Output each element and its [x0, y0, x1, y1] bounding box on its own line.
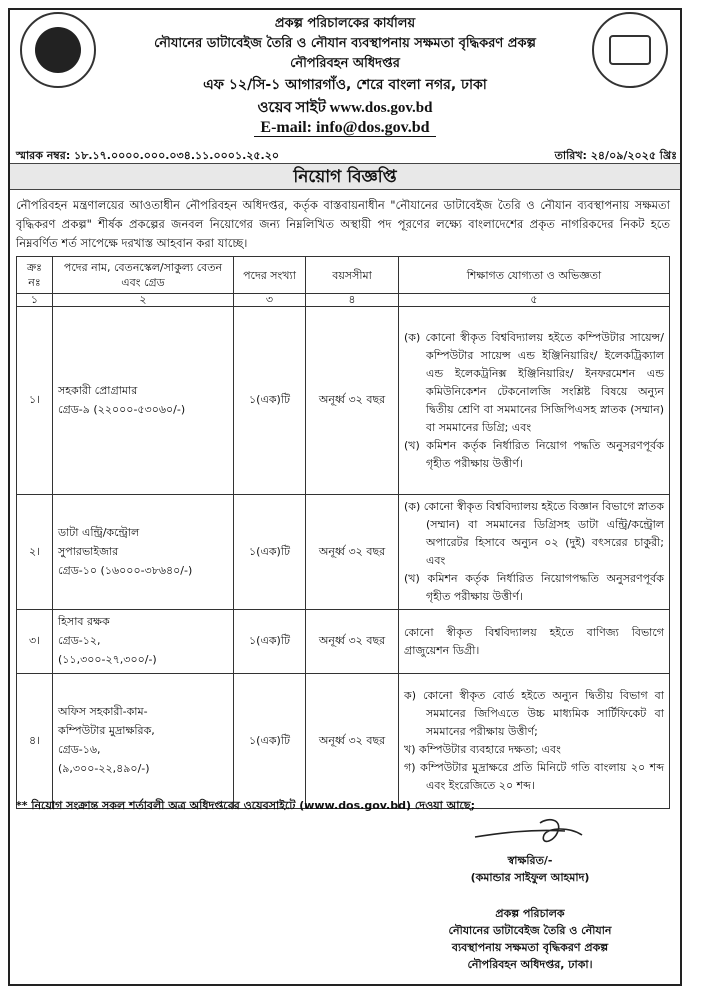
col-number: ২ [53, 294, 234, 307]
header-count: পদের সংখ্যা [234, 257, 306, 294]
col-number: ৫ [399, 294, 670, 307]
qualification-item: ক) কোনো স্বীকৃত বোর্ড হইতে অন্যুন দ্বিতীয় বিভাগ বা সমমানের জিপিএতে উচ্চ মাধ্যমিক সার্টিফিকেট বা সমমানের পরীক্ষায় উত্তীর্ণ; [404, 689, 664, 738]
post-cell [53, 495, 234, 610]
post-cell [53, 610, 234, 674]
row-serial: ১। [17, 307, 53, 495]
post-name: ডাটা এন্ট্রি/কন্ট্রোল [58, 525, 140, 539]
signer-project-line1: নৌযানের ডাটাবেইজ তৈরি ও নৌযান [448, 924, 612, 937]
post-salary: (৯,৩০০-২২,৪৯০/-) [58, 762, 150, 775]
government-seal-logo [20, 12, 96, 88]
post-count: ১(এক)টি [234, 495, 306, 610]
qualification-item: গ) কম্পিউটার মুদ্রাক্ষরে প্রতি মিনিটে গতি বাংলায় ২০ শব্দ এবং ইংরেজিতে ২০ শব্দ। [404, 761, 664, 792]
qualification-item: খ) কম্পিউটার ব্যবহারে দক্ষতা; এবং [404, 743, 561, 756]
signature-image [470, 815, 590, 850]
post-name: অফিস সহকারী-কাম- [58, 705, 148, 718]
department-name: নৌপরিবহন অধিদপ্তর [290, 56, 400, 71]
memo-date: তারিখ: ২৪/০৯/২০২৫ খ্রিঃ [554, 149, 677, 162]
qualification-item: (খ) কমিশন কর্তৃক নির্ধারিত নিয়োগপদ্ধতি অনুসরণপূর্বক গৃহীত পরীক্ষায় উত্তীর্ণ। [404, 572, 664, 603]
project-name: নৌযানের ডাটাবেইজ তৈরি ও নৌযান ব্যবস্থাপনায় সক্ষমতা বৃদ্ধিকরণ প্রকল্প [154, 36, 536, 51]
row-serial: ৩। [17, 610, 53, 674]
post-salary: (১১,৩০০-২৭,৩০০/-) [58, 653, 157, 666]
table-row [17, 307, 670, 495]
table-row [17, 495, 670, 610]
age-limit: অনূর্ধ্ব ৩২ বছর [306, 674, 399, 809]
signer-name: (কমান্ডার সাইফুল আহমাদ) [470, 871, 590, 884]
qualification-cell: কোনো স্বীকৃত বিশ্ববিদ্যালয় হইতে বাণিজ্য বিভাগে গ্রাজুয়েশন ডিগ্রী। [399, 610, 670, 674]
row-serial: ৪। [17, 674, 53, 809]
post-count: ১(এক)টি [234, 610, 306, 674]
signer-office: নৌপরিবহন অধিদপ্তর, ঢাকা। [467, 958, 593, 971]
table-row [17, 674, 670, 809]
email [100, 119, 590, 137]
post-name: হিসাব রক্ষক [58, 615, 110, 628]
qualification-item: (খ) কমিশন কর্তৃক নির্ধারিত নিয়োগ পদ্ধতি অনুসরণপূর্বক গৃহীত পরীক্ষায় উত্তীর্ণ। [404, 438, 664, 470]
post-grade: গ্রেড-৯ (২২০০০-৫৩০৬০/-) [58, 402, 186, 416]
table-header-row [17, 257, 670, 294]
post-name: সুপারভাইজার [58, 544, 119, 558]
age-limit: অনূর্ধ্ব ৩২ বছর [306, 610, 399, 674]
post-count: ১(এক)টি [234, 307, 306, 495]
col-number: ৪ [306, 294, 399, 307]
post-cell [53, 307, 234, 495]
post-grade: গ্রেড-১২, [58, 634, 101, 647]
post-name: সহকারী প্রোগ্রামার [58, 383, 138, 397]
website: ওয়েব সাইট www.dos.gov.bd [257, 100, 433, 116]
age-limit: অনূর্ধ্ব ৩২ বছর [306, 307, 399, 495]
department-logo [592, 12, 668, 88]
row-serial: ২। [17, 495, 53, 610]
signer-project-line2: ব্যবস্থাপনায় সক্ষমতা বৃদ্ধিকরণ প্রকল্প [451, 941, 609, 954]
age-limit: অনূর্ধ্ব ৩২ বছর [306, 495, 399, 610]
header-post: পদের নাম, বেতনস্কেল/সাকুল্য বেতন এবং গ্রেড [53, 257, 234, 294]
address: এফ ১২/সি-১ আগারগাঁও, শেরে বাংলা নগর, ঢাকা [203, 77, 487, 93]
post-grade: গ্রেড-১৬, [58, 743, 101, 756]
col-number: ৩ [234, 294, 306, 307]
qualification-item: (ক) কোনো স্বীকৃত বিশ্ববিদ্যালয় হইতে বিজ্ঞান বিভাগে স্নাতক (সম্মান) বা সমমানের ডিগ্রিসহ ডাটা এন্ট্রি/কন্ট্রোল অপারেটর হিসাবে অন্যুন ০২ (দুই) বৎসরের চাকুরী; এবং [404, 500, 664, 567]
header-qualification: শিক্ষাগত যোগ্যতা ও অভিজ্ঞতা [399, 257, 670, 294]
column-number-row [17, 294, 670, 307]
qualification-cell [399, 495, 670, 610]
header-serial: ক্রঃ নঃ [17, 257, 53, 294]
post-cell [53, 674, 234, 809]
header-age: বয়সসীমা [306, 257, 399, 294]
intro-paragraph: নৌপরিবহন মন্ত্রণালয়ের আওতাধীন নৌপরিবহন অধিদপ্তর, কর্তৃক বাস্তবায়নাধীন "নৌযানের ডাটাবেইজ তৈরি ও নৌযান ব্যবস্থাপনায় সক্ষমতা বৃদ্ধিকরণ প্রকল্প" শীর্ষক প্রকল্পের জনবল নিয়োগের জন্য নিম্নলিখিত অস্থায়ী পদ পূরণের লক্ষ্যে বাংলাদেশের প্রকৃত নাগরিকদের নিকট হতে নিম্নবর্ণিত শর্ত সাপেক্ষে দরখাস্ত আহবান করা যাচ্ছে। [16, 198, 670, 250]
qualification-cell [399, 674, 670, 809]
office-name: প্রকল্প পরিচালকের কার্যালয় [274, 16, 416, 31]
email-text: E-mail: info@dos.gov.bd [254, 119, 435, 137]
memo-number: স্মারক নম্বর: ১৮.১৭.০০০০.০০০.০৩৪.১১.০০০১.২৫.২০ [16, 149, 280, 162]
qualification-cell [399, 307, 670, 495]
qualification-item: (ক) কোনো স্বীকৃত বিশ্ববিদ্যালয় হইতে কম্পিউটার সায়েন্স/ কম্পিউটার সায়েন্স এন্ড ইঞ্জিনিয়ারিং/ ইলেকট্রিক্যাল এন্ড ইলেকট্রনিক্স ইঞ্জিনিয়ারিং/ ইনফরমেশন এন্ড কমিউনিকেশন টেকনোলজি সংশ্লিষ্ট বিষয়ে অন্যুন দ্বিতীয় শ্রেণি বা সমমানের সিজিপিএসহ স্নাতক (সম্মান) বা সমমানের ডিগ্রি; এবং [404, 330, 664, 434]
signed-label: স্বাক্ষরিত/- [507, 854, 553, 867]
post-count: ১(এক)টি [234, 674, 306, 809]
vacancy-table [16, 256, 670, 809]
post-grade: গ্রেড-১০ (১৬০০০-৩৮৬৪০/-) [58, 563, 193, 577]
notice-title: নিয়োগ বিজ্ঞপ্তি [10, 163, 680, 190]
post-name: কম্পিউটার মুদ্রাক্ষরিক, [58, 724, 155, 737]
table-row [17, 610, 670, 674]
signer-designation: প্রকল্প পরিচালক [495, 907, 565, 920]
col-number: ১ [17, 294, 53, 307]
footnote: ** নিয়োগ সংক্রান্ত সকল শর্তাবলী অত্র অধিদপ্তরের ওয়েবসাইটে (www.dos.gov.bd) দেওয়া আছে; [16, 799, 475, 812]
